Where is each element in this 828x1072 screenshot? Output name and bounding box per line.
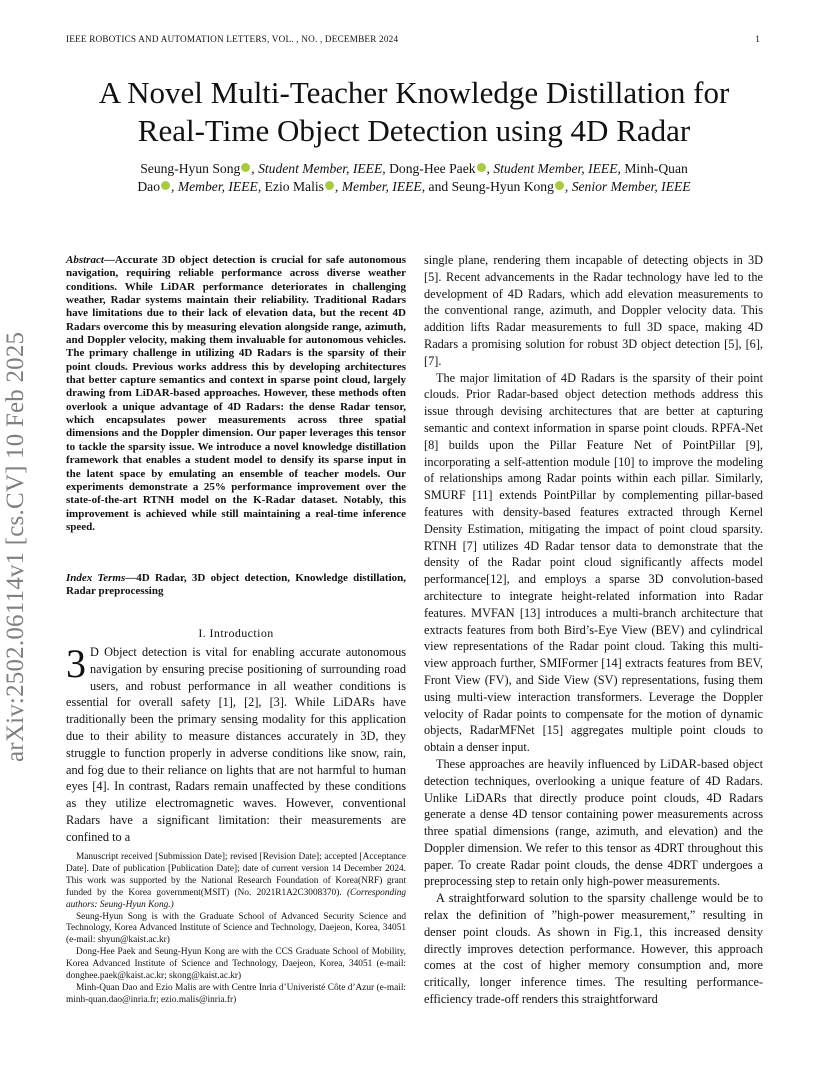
footnote-affiliation: Minh-Quan Dao and Ezio Malis are with Centre Inria d’Univeristé Côte d’Azur (e-mail: minh-quan.dao@inria.fr; ezio.malis@inria.fr) xyxy=(66,982,406,1005)
orcid-icon[interactable] xyxy=(241,163,250,172)
orcid-icon[interactable] xyxy=(477,163,486,172)
introduction-text: D Object detection is vital for enabling accurate autonomous navigation by ensuring precise positioning of surrounding road users, and robust performance in all weather conditions is essential for overall safety [1], [2], [3]. While LiDARs have traditionally been the primary sensing modality for this application due to their ability to measure distances accurately in 3D, they struggle to function properly in adverse conditions like snow, rain, and fog due to their reliance on lights that are not harmful to human eyes [4]. In contrast, Radars remain unaffected by these conditions as they utilize electromagnetic waves. However, conventional Radars have a significant limitation: their measurements are confined to a xyxy=(66,645,406,844)
author-name: Ezio Malis xyxy=(264,179,324,194)
author-affiliation-role: Member, IEEE xyxy=(177,179,258,194)
author-affiliation-role: Member, IEEE xyxy=(341,179,422,194)
body-paragraph: These approaches are heavily influenced by LiDAR-based object detection techniques, overlooking a unique feature of 4D Radars. Unlike LiDARs that directly produce point clouds, 4D Radars generate a dense 4D tensor containing power measurements across three spatial dimensions (range, azimuth, and elevation) and the Doppler dimension. We refer to this tensor as 4DRT throughout this paper. To create Radar point clouds, the dense 4DRT undergoes a preprocessing step to retain only high-power measurements. xyxy=(424,756,763,889)
index-terms-label: Index Terms xyxy=(66,572,126,584)
abstract-text: —Accurate 3D object detection is crucial for safe autonomous navigation, requiring reliable performance across diverse weather conditions. While LiDAR performance deteriorates in challenging weather, Radar systems maintain their reliability. Traditional Radars have limitations due to their lack of elevation data, but the recent 4D Radars overcome this by measuring elevation alongside range, azimuth, and Doppler velocity, making them invaluable for autonomous vehicles. The primary challenge in utilizing 4D Radars is the sparsity of their point clouds. Previous works address this by developing architectures that better capture semantics and context in sparse point cloud, largely drawing from LiDAR-based approaches. However, these methods often overlook a unique advantage of 4D Radars: the dense Radar tensor, which encapsulates power measurements across three spatial dimensions and the Doppler dimension. Our paper leverages this tensor to tackle the sparsity issue. We introduce a novel knowledge distillation framework that enables a student model to densify its sparse input in the latent space by emulating an ensemble of teacher models. Our experiments demonstrate a 25% performance improvement over the state-of-the-art RTNH model on the K-Radar dataset. Notably, this improvement is achieved while still maintaining a real-time inference speed. xyxy=(66,254,406,533)
right-column-body xyxy=(424,252,763,1008)
author-affiliation-role: Student Member, IEEE xyxy=(258,161,383,176)
author-name: and Seung-Hyun Kong xyxy=(428,179,554,194)
author-name: Dong-Hee Paek xyxy=(389,161,476,176)
index-terms xyxy=(66,572,406,599)
author-name: Seung-Hyun Song xyxy=(140,161,241,176)
orcid-icon[interactable] xyxy=(161,181,170,190)
footnotes xyxy=(66,852,406,1007)
abstract-label: Abstract xyxy=(66,254,104,266)
author-name: Dao xyxy=(137,179,161,194)
author-list: Seung-Hyun Song , Student Member, IEEE, Dong-Hee Paek , Student Member, IEEE, Minh-Quan Dao , Member, IEEE, Ezio Malis , Member, IEEE, and Seung-Hyun Kong , Senior Member, IEEE xyxy=(137,161,691,194)
footnote-affiliation: Seung-Hyun Song is with the Graduate School of Advanced Security Science and Technology, Korea Advanced Institute of Science and Technology, Daejeon, Korea, 34051 (e-mail: shyun@kaist.ac.kr) xyxy=(66,911,406,946)
page-number: 1 xyxy=(755,34,760,44)
body-paragraph: single plane, rendering them incapable of detecting objects in 3D [5]. Recent advancements in the Radar technology have led to the development of 4D Radars, which add elevation measurements to the conventional range, azimuth, and Doppler velocity data. This addition lifts Radar measurements to full 3D space, making 4D Radars a promising solution for robust 3D object detection [5], [6], [7]. xyxy=(424,253,763,368)
arxiv-identifier: arXiv:2502.06114v1 [cs.CV] 10 Feb 2025 xyxy=(2,331,29,762)
title-line-2: Real-Time Object Detection using 4D Radar xyxy=(137,113,691,148)
journal-header: IEEE ROBOTICS AND AUTOMATION LETTERS, VOL. , NO. , DECEMBER 2024 xyxy=(66,34,399,44)
body-paragraph: A straightforward solution to the sparsity challenge would be to relax the definition of ”high-power measurement,” resulting in denser point clouds. As shown in Fig.1, this increased density directly improves detection performance. However, this approach comes at the cost of higher memory consumption and, more critically, longer inference times. The resulting performance-efficiency trade-off renders this straightforward xyxy=(424,891,763,1007)
author-affiliation-role: Senior Member, IEEE xyxy=(571,179,691,194)
footnote-manuscript xyxy=(66,852,406,912)
corresponding-author-note: (Corresponding authors: Seung-Hyun Kong.) xyxy=(66,887,407,910)
body-paragraph: The major limitation of 4D Radars is the sparsity of their point clouds. Prior Radar-based object detection methods address this issue through devising architectures that are better at capturing semantic and context information in sparse point clouds. RPFA-Net [8] builds upon the Pillar Feature Net of PointPillar [9], incorporating a self-attention module [10] to improve the modeling of relationships among Radar points within each pillar. Similarly, SMURF [11] extends PointPillar by complementing pillar-based features with density-based features extracted through Kernel Density Estimation, mitigating the impact of point cloud sparsity. RTNH [7] utilizes 4D Radar tensor data to demonstrate that the density of the Radar point cloud significantly affects model performance[12], and employs a sparse 3D convolution-based architecture to integrate height-related information into Radar features. MVFAN [13] introduces a multi-branch architecture that extracts features from both Bird’s-Eye View (BEV) and cylindrical view representations of the Radar point cloud. Taking this multi-view approach further, SMIFormer [14] extracts features from BEV, Front View (FV), and Side View (SV) representations, fusing them using multi-view interaction transformers. Leverage the Doppler velocity of Radar points to compensate for the motion of dynamic objects, RadarMFNet [15] aggregates multiple point clouds to obtain a denser input. xyxy=(424,370,763,755)
paper-title xyxy=(40,74,788,150)
footnote-affiliation: Dong-Hee Paek and Seung-Hyun Kong are with the CCS Graduate School of Mobility, Korea Advanced Institute of Science and Technology, Daejeon, Korea, 34051 (e-mail: donghee.paek@kaist.ac.kr; skong@kaist.ac.kr) xyxy=(66,947,406,982)
drop-cap: 3 xyxy=(66,641,86,686)
introduction-paragraph xyxy=(66,641,406,846)
title-line-1: A Novel Multi-Teacher Knowledge Distillation for xyxy=(98,75,730,110)
author-affiliation-role: Student Member, IEEE xyxy=(493,161,618,176)
index-terms-text: —4D Radar, 3D object detection, Knowledge distillation, Radar preprocessing xyxy=(66,572,406,598)
abstract xyxy=(66,254,406,534)
section-heading: I. Introduction xyxy=(198,626,274,640)
orcid-icon[interactable] xyxy=(325,181,334,190)
orcid-icon[interactable] xyxy=(555,181,564,190)
footnote-text: Manuscript received [Submission Date]; revised [Revision Date]; accepted [Acceptance Date]. Date of publication [Publication Date]; date of current version 14 December 2024. This work was supported by the National Research Foundation of Korea(NRF) grant funded by the Korea government(MSIT) (No. 2021R1A2C3008370). xyxy=(66,852,406,898)
author-name: Minh-Quan xyxy=(624,161,688,176)
